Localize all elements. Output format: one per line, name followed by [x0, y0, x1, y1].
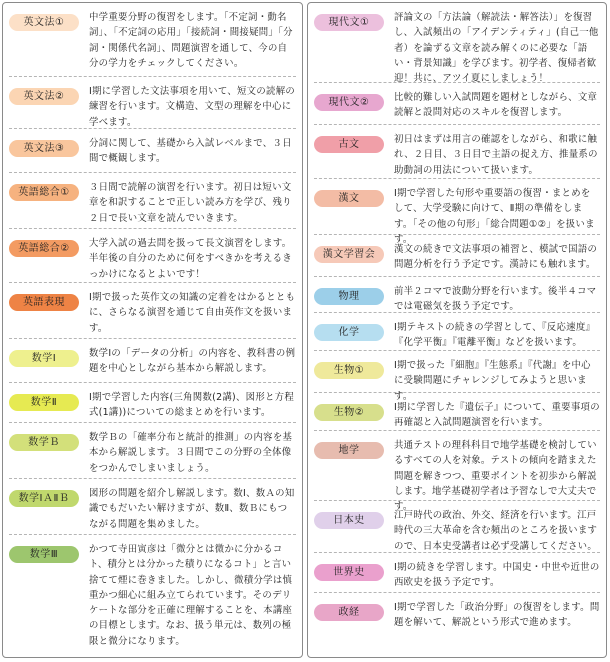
- course-label: 化学: [314, 324, 384, 341]
- course-label: 世界史: [314, 564, 384, 581]
- course-row: [9, 383, 296, 423]
- course-description: Ⅰ期に学習した『遺伝子』について、重要事項の再確認と入試問題演習を行います。: [394, 402, 600, 429]
- course-label: 英語総合②: [9, 240, 79, 257]
- course-description: Ⅰ期で学習した「政治分野」の復習をします。問題を解いて、解説という形式で進めます。: [394, 602, 600, 629]
- course-row: [9, 173, 296, 229]
- course-row: [314, 3, 600, 83]
- course-label: 英文法①: [9, 14, 79, 31]
- course-description: 比較的難しい入試問題を題材としながら、文章読解と設問対応のスキルを復習します。: [394, 92, 598, 119]
- course-row: [9, 479, 296, 535]
- course-label: 地学: [314, 442, 384, 459]
- course-row: [314, 553, 600, 593]
- course-row: [314, 593, 600, 637]
- course-label: 英語表現: [9, 294, 79, 311]
- course-row: [314, 431, 600, 513]
- course-description: ３日間で読解の演習を行います。初日は短い文章を和訳することで正しい読み方を学び、残り２日で長い文章を読んでいきます。: [89, 182, 292, 224]
- course-label: 数学Ⅰ: [9, 350, 79, 367]
- course-description: Ⅰ期で扱った英作文の知識の定着をはかるとともに、さらなる演習を通じて自由英作文を扱います。: [89, 292, 296, 334]
- course-description: 前半２コマで波動分野を行います。後半４コマでは電磁気を扱う予定です。: [394, 286, 597, 313]
- course-label: 英語総合①: [9, 184, 79, 201]
- left-course-panel: [2, 2, 303, 658]
- course-row: [314, 83, 600, 125]
- course-description: かつて寺田寅彦は「微分とは微かに分かるコト、積分とは分かった積りになるコト」と言い捨てて煙に巻きました。しかし、微積分学は慎重かつ細心に組み立てられています。そのデリケートな部分を正確に理解することを、本講座の目標とします。なお、扱う単元は、数列の極限と微分になります。: [89, 544, 293, 647]
- course-row: [314, 501, 600, 553]
- course-label: 現代文①: [314, 14, 384, 31]
- course-label: 日本史: [314, 512, 384, 529]
- course-description: Ⅰ期に学習した文法事項を用いて、短文の読解の練習を行います。文構造、文型の理解を中心に学べます。: [89, 86, 296, 128]
- course-row: [314, 313, 600, 351]
- course-label: 物理: [314, 288, 384, 305]
- course-label: 漢文: [314, 190, 384, 207]
- course-row: [314, 393, 600, 431]
- course-description: 中学重要分野の復習をします。「不定詞・動名詞」、「不定詞の応用」「接続詞・間接疑問」「分詞・関係代名詞」、問題演習を通して、今の自分の学力をチェックしてください。: [89, 12, 293, 69]
- course-row: [9, 423, 296, 479]
- course-label: 生物②: [314, 404, 384, 421]
- course-description: 大学入試の過去問を扱って長文演習をします。半年後の自分のために何をすべきかを考えるきっかけになるとよいです！: [89, 238, 292, 280]
- course-label: 数学Ⅲ: [9, 546, 79, 563]
- course-label: 数学ⅠＡⅡＢ: [9, 490, 79, 507]
- course-description: Ⅰ期で学習した句形や重要語の復習・まとめをして、大学受験に向けて、Ⅱ期の準備をします。「その他の句形」「総合問題①②」を扱います。: [394, 188, 595, 245]
- course-row: [9, 229, 296, 283]
- course-label: 政経: [314, 604, 384, 621]
- course-description: 共通テストの理科科目で地学基礎を検討しているすべての人を対象。テストの傾向を踏まえた問題を解きつつ、重要ポイントを初歩から解説します。地学基礎初学者は予習なしで大丈夫です。: [394, 440, 597, 513]
- course-row: [314, 351, 600, 402]
- course-label: 数学Ｂ: [9, 434, 79, 451]
- course-label: 現代文②: [314, 94, 384, 111]
- course-description: Ⅰ期で学習した内容(三角関数(2講)、図形と方程式(1講))についての総まとめを行います。: [89, 392, 295, 419]
- course-row: [9, 283, 296, 339]
- course-description: 数学Ⅰの「データの分析」の内容を、教科書の例題を中心としながら基本から解説します。: [89, 348, 296, 375]
- course-description: 初日はまずは用言の確認をしながら、和歌に触れ、２日目、３日目で主語の捉え方、推量系の助動詞の用法について扱います。: [394, 134, 598, 176]
- course-row: [314, 235, 600, 277]
- course-label: 古文: [314, 136, 384, 153]
- course-row: [314, 277, 600, 313]
- course-label: 英文法③: [9, 140, 79, 157]
- course-label: 漢文学習会: [314, 246, 384, 263]
- course-row: [314, 179, 600, 245]
- course-description: Ⅰ期テキストの続きの学習として、『反応速度』『化学平衡』『電離平衡』などを扱います。: [394, 322, 596, 349]
- course-row: [9, 129, 296, 173]
- right-course-panel: [307, 2, 607, 658]
- course-description: 江戸時代の政治、外交、経済を行います。江戸時代の三大革命を含む頻出のところを扱いますので、日本史受講者は必ず受講してください。: [394, 510, 598, 552]
- course-row: [9, 339, 296, 383]
- course-row: [9, 3, 296, 77]
- course-label: 英文法②: [9, 88, 79, 105]
- course-description: 分詞に関して、基礎から入試レベルまで、３日間で概観します。: [89, 138, 292, 165]
- course-row: [9, 77, 296, 129]
- course-row: [314, 125, 600, 179]
- course-label: 数学Ⅱ: [9, 394, 79, 411]
- course-row: [9, 535, 296, 657]
- course-description: 図形の問題を紹介し解説します。数Ⅰ、数Ａの知識でもだいたい解けますが、数Ⅱ、数Ｂにもつながる問題を集めました。: [89, 488, 295, 530]
- course-description: Ⅰ期の続きを学習します。中国史・中世や近世の西欧史を扱う予定です。: [394, 562, 600, 589]
- course-label: 生物①: [314, 362, 384, 379]
- course-description: 漢文の続きで文法事項の補習と、模試で国語の問題分析を行う予定です。漢詩にも触れます。: [394, 244, 598, 271]
- course-description: 数学Ｂの「確率分布と統計的推測」の内容を基本から解説します。３日間でこの分野の全体像をつかんでしまいましょう。: [89, 432, 293, 474]
- course-description: Ⅰ期で扱った『細胞』『生態系』『代謝』を中心に受験問題にチャレンジしてみようと思います。: [394, 360, 591, 402]
- course-description: 評論文の「方法論（解読法・解答法）」を復習し、入試頻出の「アイデンティティ」(自己一他者）を論ずる文章を読み解くのに必要な「語い・背景知識」を学びます。初学者、復帰者歓迎！共に、アツイ夏にしましょう！: [394, 12, 599, 85]
